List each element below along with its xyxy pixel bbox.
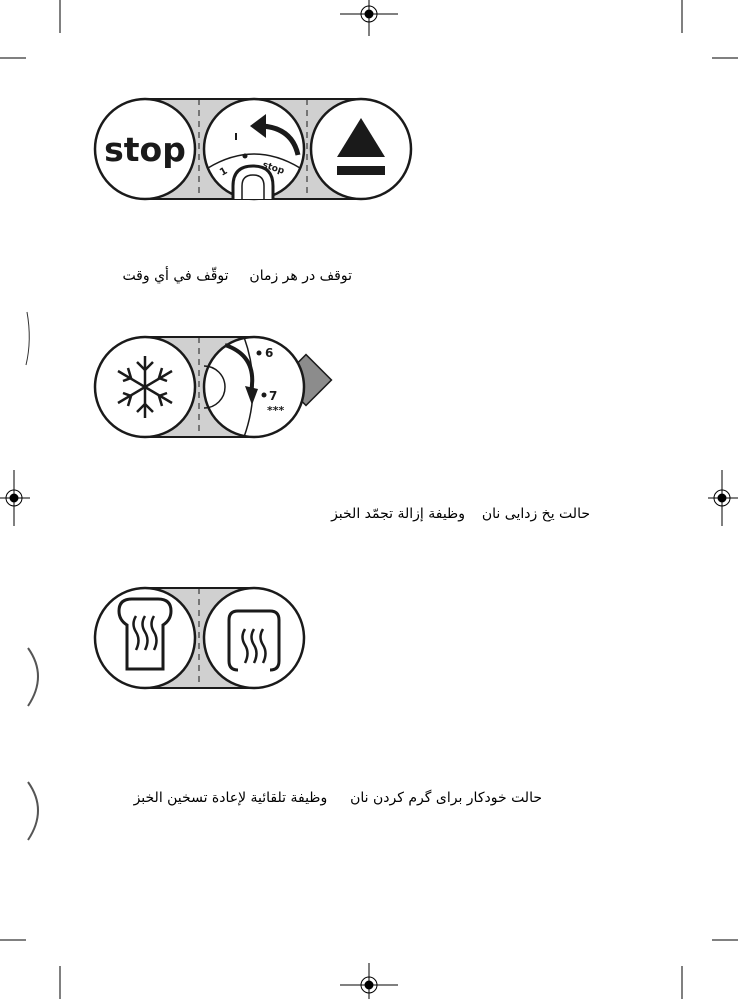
toast-reheat-icon (95, 588, 195, 688)
dial-stars: *** (267, 404, 285, 417)
bread-reheat-icon (204, 588, 304, 688)
caption-reheat-arabic: وظيفة تلقائية لإعادة تسخين الخبز (133, 790, 328, 806)
caption-reheat-farsi: حالت خودکار برای گرم کردن نان (350, 790, 542, 806)
dial-stop-label: stop (261, 160, 286, 177)
dial-number-7: 7 (269, 389, 278, 403)
caption-stop-farsi: توقف در هر زمان (249, 268, 352, 284)
dial-number-6: 6 (265, 346, 274, 360)
caption-defrost-farsi: حالت یخ زدایی نان (481, 506, 590, 522)
stop-label: stop (104, 130, 186, 169)
caption-stop-arabic: توقّف في أي وقت (122, 268, 229, 284)
caption-defrost-arabic: وظيفة إزالة تجمّد الخبز (331, 506, 465, 522)
caption-reheat (100, 790, 542, 806)
dial-number-1: 1 (218, 165, 230, 179)
